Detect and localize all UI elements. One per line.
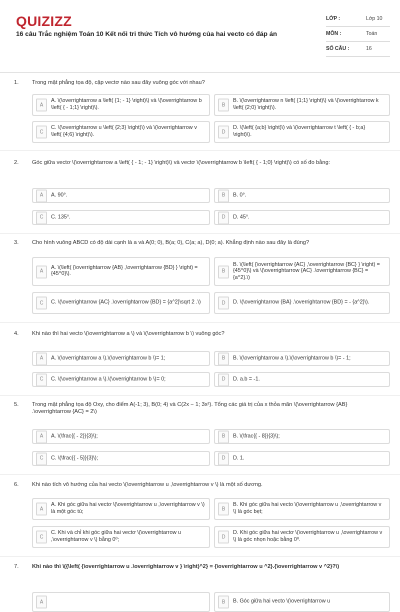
- option-text: C. \(\overrightarrow a \).\(\overrightarrow b \)= 0;: [51, 376, 166, 383]
- quizizz-logo: QUIZIZZ: [16, 13, 72, 29]
- option-badge: A: [36, 265, 47, 278]
- option-text: B. \(\overrightarrow n \left( {1;1} \right)\) và \(\overrightarrow k \left( {2;0} \right)\).: [233, 98, 379, 111]
- option-c[interactable]: [32, 526, 210, 548]
- option-badge: C: [36, 373, 47, 386]
- option-d[interactable]: [214, 210, 390, 225]
- option-badge: C: [36, 211, 47, 224]
- option-text: C. \(\overrightarrow {AC} .\overrightarrow {BD} = {a^2}\sqrt 2 .\): [51, 299, 201, 306]
- option-b[interactable]: [214, 592, 390, 612]
- question-text: Khi nào tích vô hướng của hai vecto \(\overrightarrow u ,\overrightarrow v \) là một số dương.: [32, 482, 263, 488]
- meta-value: 16: [366, 46, 372, 52]
- option-text: D. Khi góc giữa hai vectơ \(\overrightarrow u ,\overrightarrow v \) là góc nhọn hoặc bằng 0⁰.: [233, 530, 383, 543]
- option-badge: C: [36, 531, 47, 544]
- question-text: Cho hình vuông ABCD có độ dài cạnh là a và A(0; 0), B(a; 0), C(a; a), D(0; a). Khẳng định nào sau đây là đúng?: [32, 240, 310, 246]
- meta-table: [326, 12, 390, 57]
- option-text: A. \(\left( {\overrightarrow {AB} ,\overrightarrow {BD} } \right) = {45^0}\).: [51, 264, 198, 278]
- option-c[interactable]: [32, 121, 210, 143]
- question-divider: [0, 556, 400, 557]
- option-text: A. Khi góc giữa hai vectơ \(\overrightarrow u ,\overrightarrow v \) là một góc tù;: [51, 502, 205, 515]
- option-d[interactable]: [214, 451, 390, 466]
- question-divider: [0, 150, 400, 151]
- option-a[interactable]: [32, 429, 210, 444]
- option-text: D. \(\overrightarrow {BA} .\overrightarrow {BD} = - {a^2}\).: [233, 299, 370, 306]
- option-d[interactable]: [214, 526, 390, 548]
- option-text: C. \(\frac{{ - 5}}{3}\);: [51, 455, 99, 462]
- option-c[interactable]: [32, 292, 210, 314]
- option-badge: D: [218, 373, 229, 386]
- question-number: 4.: [14, 331, 19, 337]
- option-badge: D: [218, 211, 229, 224]
- option-a[interactable]: [32, 188, 210, 203]
- option-b[interactable]: [214, 94, 390, 116]
- meta-key: MÔN :: [326, 31, 342, 37]
- option-text: A. \(\overrightarrow a \).\(\overrightarrow b \)= 1;: [51, 355, 166, 362]
- option-a[interactable]: [32, 94, 210, 116]
- option-a[interactable]: [32, 351, 210, 366]
- meta-key: LỚP :: [326, 16, 341, 22]
- option-badge: A: [36, 352, 47, 365]
- option-b[interactable]: [214, 257, 390, 286]
- option-badge: B: [218, 503, 229, 516]
- question-text: Trong mặt phẳng tọa độ Oxy, cho điểm A(-1; 3), B(0; 4) và C(2x − 1; 3x²). Tổng các giá trị của x thỏa mãn \(\overrightarrow {AB} .\overrightarrow {AC} = 2\): [32, 402, 348, 416]
- header: [0, 0, 400, 70]
- option-badge: D: [218, 531, 229, 544]
- question-divider: [0, 395, 400, 396]
- option-text: C. Khi và chỉ khi góc giữa hai vectơ \(\overrightarrow u ,\overrightarrow v \) bằng 0⁰;: [51, 530, 181, 543]
- option-b[interactable]: [214, 498, 390, 520]
- question-divider: [0, 322, 400, 323]
- option-b[interactable]: [214, 351, 390, 366]
- option-text: B. Góc giữa hai vecto \(\overrightarrow u: [233, 598, 331, 605]
- option-b[interactable]: [214, 188, 390, 203]
- question-number: 1.: [14, 80, 19, 86]
- option-badge: A: [36, 503, 47, 516]
- meta-row-count: [326, 42, 390, 57]
- question-divider: [0, 474, 400, 475]
- meta-row-subject: [326, 27, 390, 42]
- option-badge: D: [218, 297, 229, 310]
- question-text: Trong mặt phẳng tọa độ, cặp vectơ nào sau đây vuông góc với nhau?: [32, 80, 205, 86]
- option-badge: B: [218, 265, 229, 278]
- option-text: D. 1.: [233, 455, 245, 462]
- option-c[interactable]: [32, 372, 210, 387]
- option-text: B. 0°.: [233, 192, 247, 199]
- option-badge: D: [218, 126, 229, 139]
- meta-key: SỐ CÂU :: [326, 46, 350, 52]
- option-badge: C: [36, 297, 47, 310]
- option-text: C. \(\overrightarrow u \left( {2;3} \right)\) và \(\overrightarrow v \left( {4;6} \right)\).: [51, 125, 197, 138]
- option-badge: C: [36, 452, 47, 465]
- option-text: C. 135°.: [51, 214, 71, 221]
- question-number: 7.: [14, 564, 19, 570]
- option-text: D. a.b = -1.: [233, 376, 260, 383]
- document-title: 16 câu Trắc nghiệm Toán 10 Kết nối tri thức Tích vô hướng của hai vecto có đáp án: [16, 31, 278, 38]
- option-d[interactable]: [214, 372, 390, 387]
- question-text: Khi nào thì \({\left( {\overrightarrow u .\overrightarrow v } \right)^2} = {\overrightarrow u ^2}.{\overrightarrow v ^2}?\): [32, 564, 340, 570]
- option-badge: A: [36, 430, 47, 443]
- question-divider: [0, 233, 400, 234]
- option-c[interactable]: [32, 210, 210, 225]
- option-badge: B: [218, 99, 229, 112]
- option-badge: A: [36, 99, 47, 112]
- option-text: A. 90°.: [51, 192, 68, 199]
- question-text: Khi nào thì hai vecto \(\overrightarrow a \) và \(\overrightarrow b \) vuông góc?: [32, 331, 225, 337]
- option-text: D. 45°.: [233, 214, 250, 221]
- option-d[interactable]: [214, 292, 390, 314]
- option-text: D. \(\left( {a;b} \right)\) và \(\overrightarrow t \left( { - b;a} \right)\).: [233, 125, 366, 138]
- option-b[interactable]: [214, 429, 390, 444]
- option-text: B. \(\frac{{ - 8}}{3}\);: [233, 433, 280, 440]
- question-text: Góc giữa vectơ \(\overrightarrow a \left( { - 1; - 1} \right)\) và vectơ \(\overrightarrow b \left( { - 1;0} \right)\) có số đo bằng:: [32, 160, 331, 166]
- meta-value: Lớp 10: [366, 16, 383, 22]
- option-badge: C: [36, 126, 47, 139]
- option-a[interactable]: [32, 498, 210, 520]
- question-number: 2.: [14, 160, 19, 166]
- option-badge: B: [218, 596, 229, 609]
- option-badge: A: [36, 596, 47, 609]
- option-badge: B: [218, 430, 229, 443]
- option-text: B. \(\left( {\overrightarrow {AC} ,\overrightarrow {BC} } \right) = {45^0}\) và \(\overrightarrow {AC} .\overrightarrow {BC} = {a^2}.\): [233, 261, 380, 281]
- option-badge: B: [218, 189, 229, 202]
- option-c[interactable]: [32, 451, 210, 466]
- header-divider: [0, 72, 400, 73]
- question-number: 3.: [14, 240, 19, 246]
- option-text: A. \(\overrightarrow a \left( {1; - 1} \right)\) và \(\overrightarrow b \left( { - 1;1} \right)\).: [51, 98, 202, 111]
- meta-row-class: [326, 12, 390, 27]
- option-text: B. \(\overrightarrow a \).\(\overrightarrow b \)= - 1;: [233, 355, 351, 362]
- meta-value: Toán: [366, 31, 378, 37]
- option-badge: B: [218, 352, 229, 365]
- option-a[interactable]: [32, 592, 210, 612]
- option-d[interactable]: [214, 121, 390, 143]
- option-a[interactable]: [32, 257, 210, 286]
- option-text: A. \(\frac{{ - 2}}{3}\);: [51, 433, 98, 440]
- question-number: 5.: [14, 402, 19, 408]
- option-text: B. Khi góc giữa hai vecto \(\overrightarrow u ,\overrightarrow v \) là góc bẹt;: [233, 502, 382, 515]
- option-badge: A: [36, 189, 47, 202]
- option-badge: D: [218, 452, 229, 465]
- question-number: 6.: [14, 482, 19, 488]
